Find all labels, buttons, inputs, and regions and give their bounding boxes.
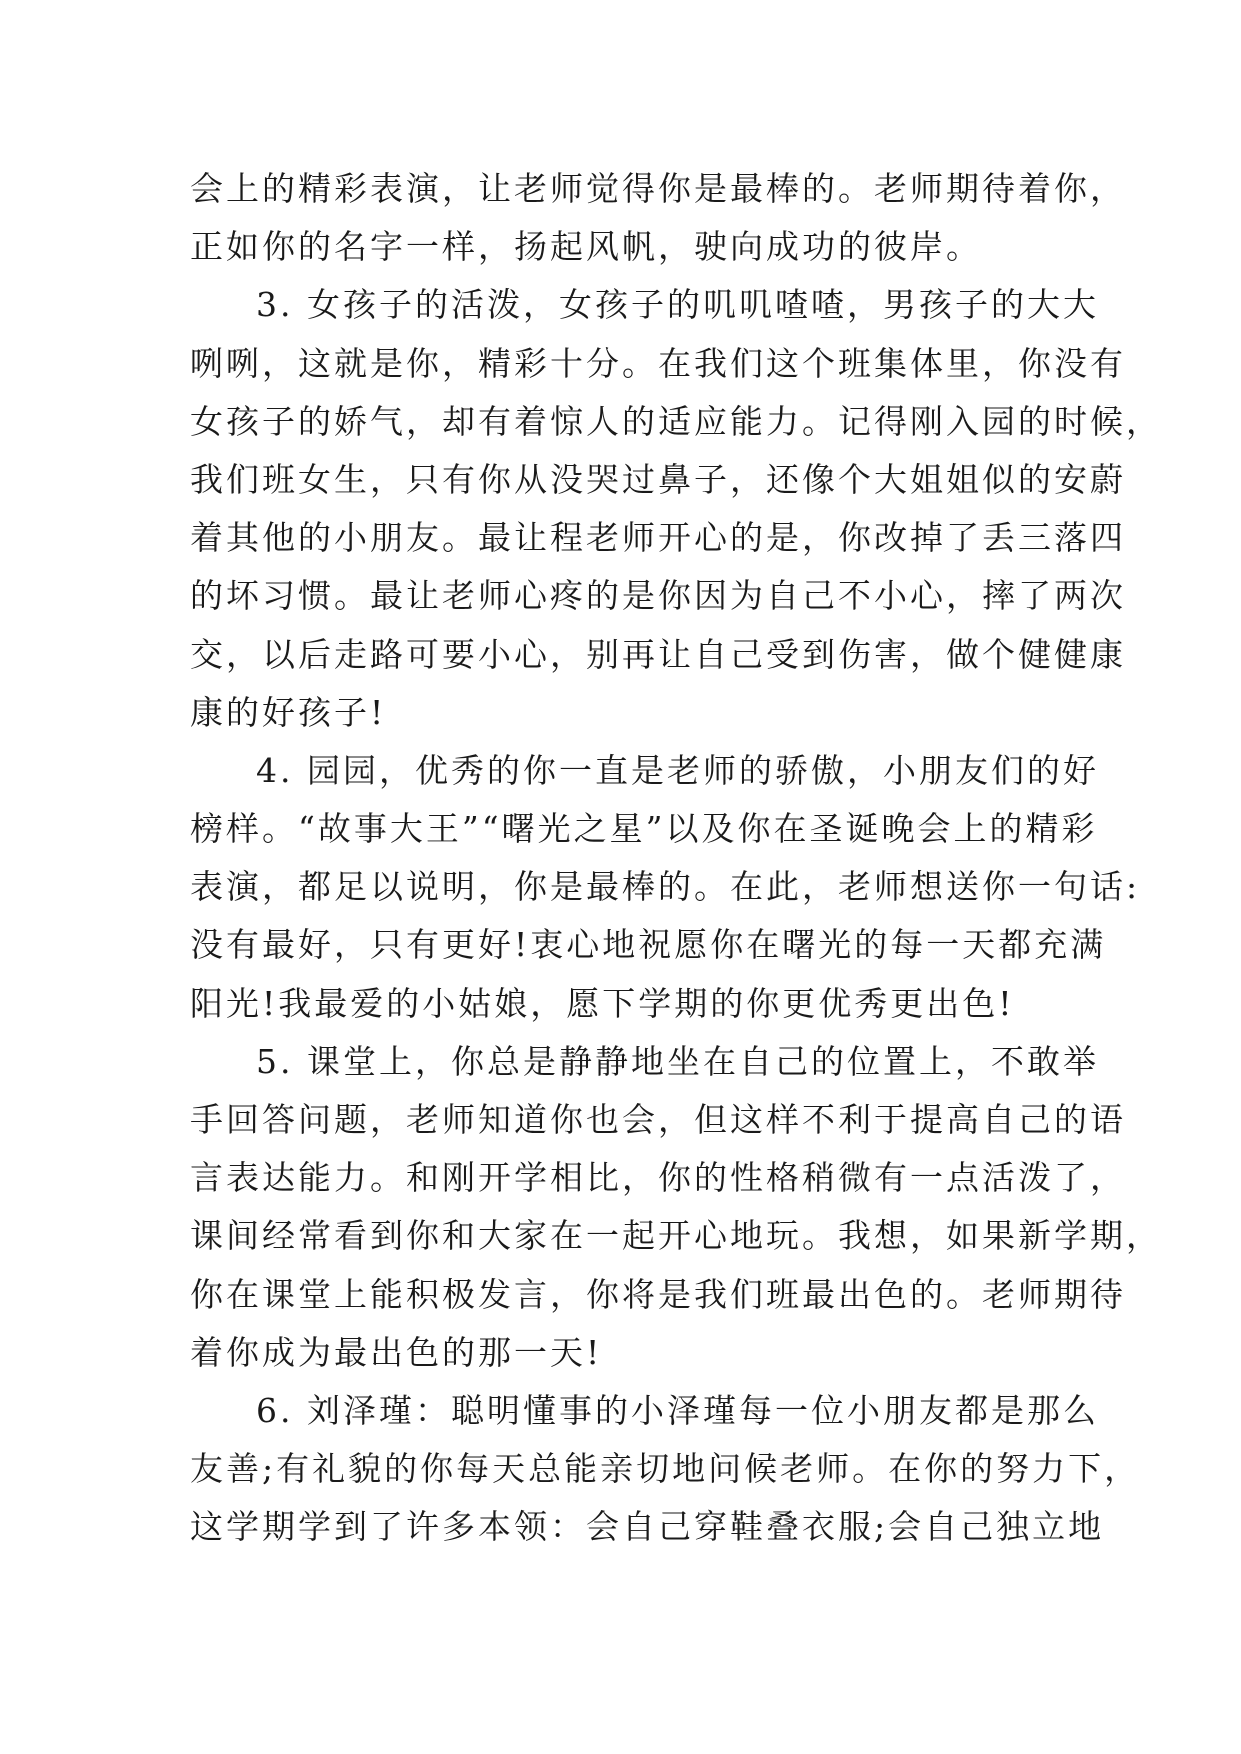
text-line: 你在课堂上能积极发言，你将是我们班最出色的。老师期待	[190, 1274, 1126, 1314]
text-line: 咧咧，这就是你，精彩十分。在我们这个班集体里，你没有	[190, 343, 1126, 383]
text-line: 没有最好，只有更好!衷心地祝愿你在曙光的每一天都充满	[190, 925, 1107, 965]
text-line: 手回答问题，老师知道你也会，但这样不利于提高自己的语	[190, 1100, 1126, 1139]
text-line: 交，以后走路可要小心，别再让自己受到伤害，做个健健康	[190, 634, 1126, 674]
text-line: 正如你的名字一样，扬起风帆，驶向成功的彼岸。	[190, 227, 982, 267]
text-line: 我们班女生，只有你从没哭过鼻子，还像个大姐姐似的安蔚	[190, 459, 1126, 499]
text-line: 康的好孩子!	[190, 692, 387, 732]
text-line: 友善;有礼貌的你每天总能亲切地问候老师。在你的努力下，	[190, 1449, 1141, 1489]
paragraph-start-line: 3. 女孩子的活泼，女孩子的叽叽喳喳，男孩子的大大	[256, 285, 1099, 325]
text-line: 课间经常看到你和大家在一起开心地玩。我想，如果新学期，	[190, 1216, 1162, 1256]
paragraph-start-line: 5. 课堂上，你总是静静地坐在自己的位置上，不敢举	[256, 1041, 1099, 1081]
text-line: 这学期学到了许多本领：会自己穿鞋叠衣服;会自己独立地	[190, 1507, 1105, 1547]
text-line: 着你成为最出色的那一天!	[190, 1332, 603, 1372]
text-line: 女孩子的娇气，却有着惊人的适应能力。记得刚入园的时候，	[190, 401, 1162, 441]
text-line: 言表达能力。和刚开学相比，你的性格稍微有一点活泼了，	[190, 1158, 1126, 1198]
text-line: 阳光!我最爱的小姑娘，愿下学期的你更优秀更出色!	[190, 983, 1015, 1023]
text-line: 的坏习惯。最让老师心疼的是你因为自己不小心，摔了两次	[190, 576, 1126, 616]
text-line: 会上的精彩表演，让老师觉得你是最棒的。老师期待着你，	[190, 169, 1126, 208]
paragraph-start-line: 4. 园园，优秀的你一直是老师的骄傲，小朋友们的好	[256, 750, 1099, 790]
text-line: 表演，都足以说明，你是最棒的。在此，老师想送你一句话:	[190, 867, 1141, 907]
body-text	[190, 160, 1162, 1557]
text-line: 着其他的小朋友。最让程老师开心的是，你改掉了丢三落四	[190, 518, 1126, 558]
text-line: 榜样。“故事大王”“曙光之星”以及你在圣诞晚会上的精彩	[190, 809, 1098, 849]
paragraph-start-line: 6. 刘泽瑾：聪明懂事的小泽瑾每一位小朋友都是那么	[256, 1390, 1099, 1430]
